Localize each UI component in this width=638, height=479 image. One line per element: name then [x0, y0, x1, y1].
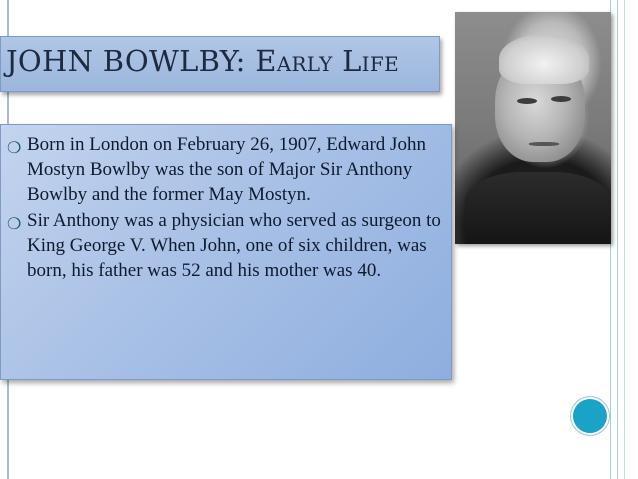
accent-circle-icon — [573, 399, 607, 433]
bullet-text: Born in London on February 26, 1907, Edward John Mostyn Bowlby was the son of Major Sir Anthony Bowlby and the former May Mostyn. — [27, 134, 426, 205]
bullet-text: Sir Anthony was a physician who served as surgeon to King George V. When John, one of six children, was born, his father was 52 and his mother was 40. — [27, 210, 441, 281]
title-main: JOHN BOWLBY: — [6, 44, 256, 78]
photo-coat — [465, 172, 611, 244]
photo-eye — [517, 98, 537, 104]
portrait-photo — [455, 12, 611, 244]
right-frame-line — [624, 0, 625, 479]
bullet-item — [0, 208, 452, 283]
title-subtitle: Early Life — [255, 44, 399, 78]
photo-eye — [551, 96, 571, 102]
photo-mouth — [529, 142, 559, 146]
bullet-list — [0, 132, 452, 283]
photo-hair — [499, 34, 589, 84]
slide-title — [6, 44, 399, 78]
bullet-ring-icon: ❍ — [7, 214, 22, 233]
bullet-ring-icon: ❍ — [7, 138, 22, 157]
bullet-item — [0, 132, 452, 207]
right-frame-line — [617, 0, 618, 479]
